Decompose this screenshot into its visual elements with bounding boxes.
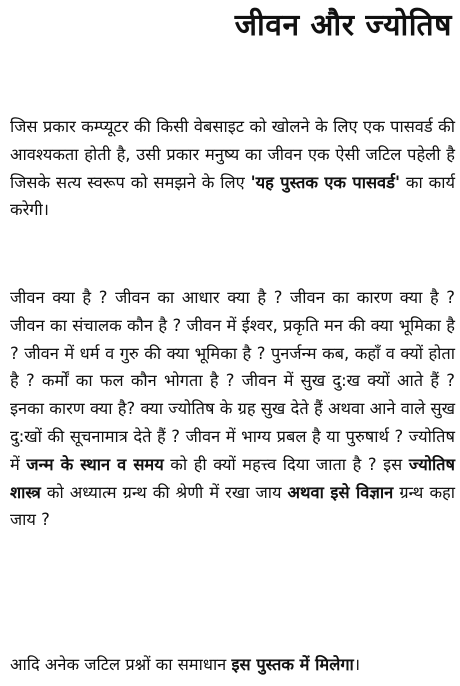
intro-text-part2: का कार्य करेगी। (10, 172, 455, 220)
questions-bold-2: ज्योतिष शास्त्र (10, 454, 456, 502)
closing-text-part2: । (353, 655, 361, 674)
closing-paragraph (10, 651, 455, 679)
closing-text-part1: आदि अनेक जटिल प्रश्नों का समाधान (10, 655, 232, 674)
questions-text-part3: को अध्यात्म ग्रन्थ की श्रेणी में रखा जाय (40, 482, 288, 502)
questions-bold-3: अथवा इसे विज्ञान (287, 482, 394, 502)
intro-emphasis: 'यह पुस्तक एक पासवर्ड' (250, 172, 400, 192)
questions-bold-1: जन्म के स्थान व समय (26, 454, 164, 474)
questions-text-part4: ग्रन्थ कहा जाय ? (10, 482, 455, 530)
closing-bold: इस पुस्तक में मिलेगा (231, 655, 354, 674)
page-title: जीवन और ज्योतिष (234, 8, 452, 43)
questions-paragraph (10, 284, 455, 534)
questions-text-part2: को ही क्यों महत्त्व दिया जाता है ? इस (163, 454, 409, 474)
intro-text-part1: जिस प्रकार कम्प्यूटर की किसी वेबसाइट को खोलने के लिए एक पासवर्ड की आवश्यकता होती है, उसी प्रकार मनुष्य का जीवन एक ऐसी जटिल पहेली है जिसके सत्य स्वरूप को समझने के लिए (10, 117, 455, 192)
intro-paragraph (10, 113, 455, 224)
questions-text-part1: जीवन क्या है ? जीवन का आधार क्या है ? जीवन का कारण क्या है ? जीवन का संचालक कौन है ? जीवन में ईश्वर, प्रकृति मन की क्या भूमिका है ? जीवन में धर्म व गुरु की क्या भूमिका है ? पुनर्जन्म कब, कहाँ व क्यों होता है ? कर्मों का फल कौन भोगता है ? जीवन में सुख दु:ख क्यों आते हैं ? इनका कारण क्या है? क्या ज्योतिष के ग्रह सुख देते हैं अथवा आने वाले सुख दु:खों की सूचनामात्र देते हैं ? जीवन में भाग्य प्रबल है या पुरुषार्थ ? ज्योतिष में (10, 288, 455, 474)
